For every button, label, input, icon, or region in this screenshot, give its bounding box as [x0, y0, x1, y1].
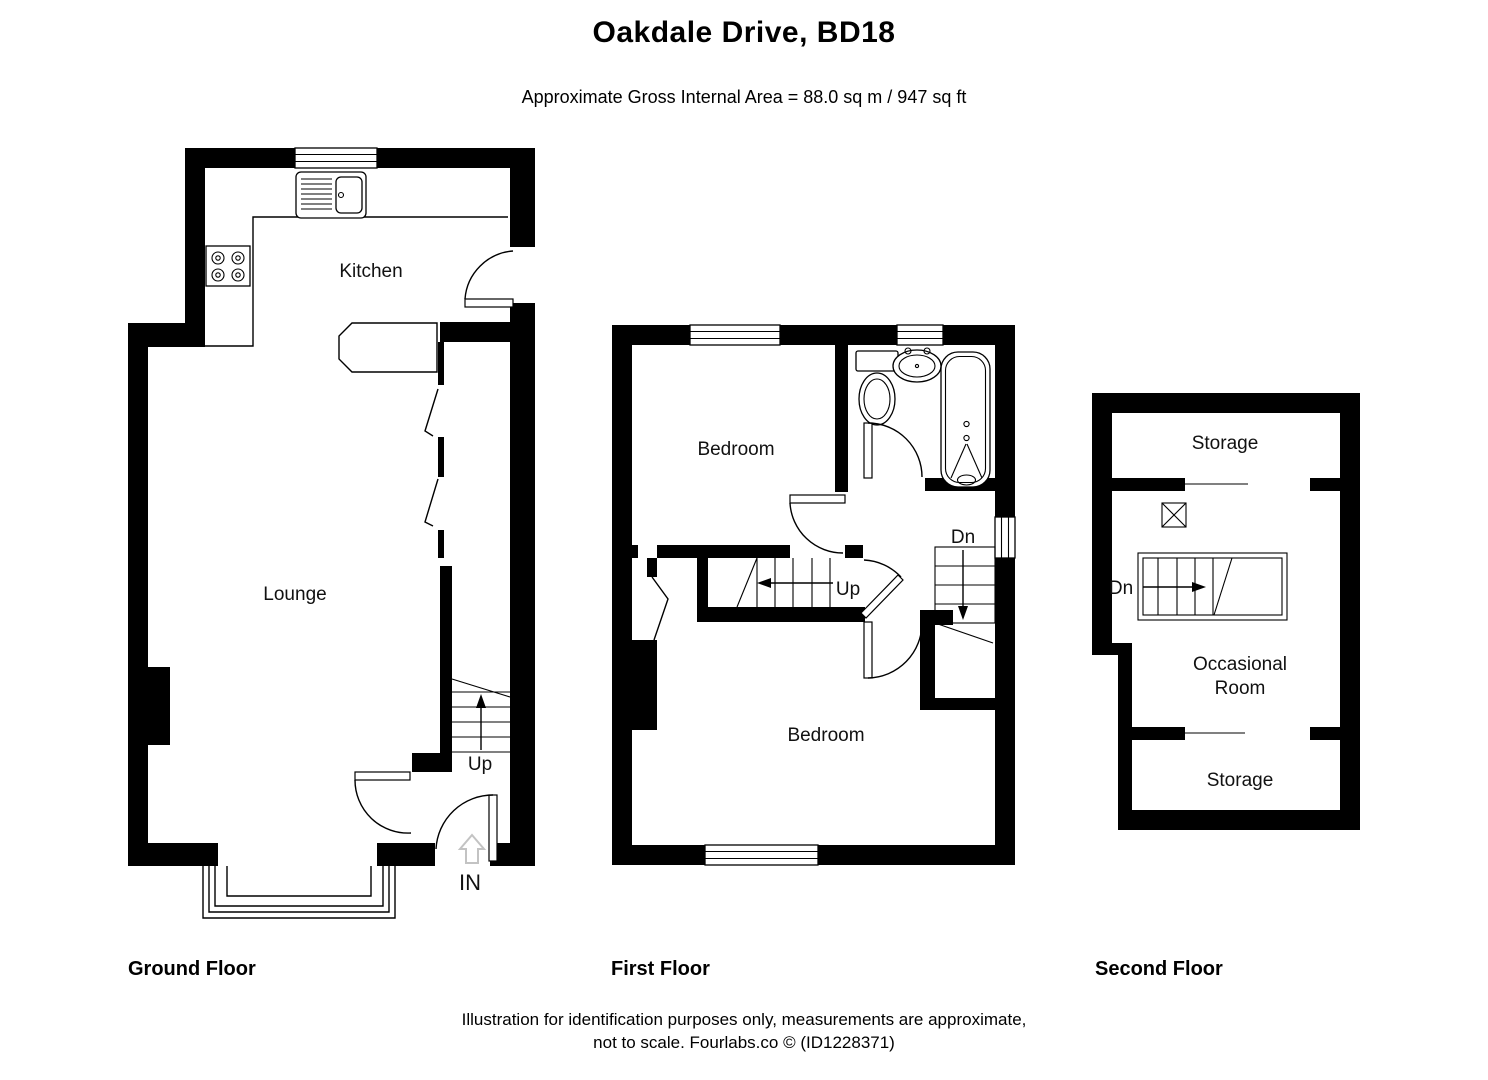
- landing-cupboard-door: [652, 577, 668, 640]
- entry-arrow-icon: [460, 835, 484, 863]
- first-stairs-up: [737, 558, 833, 607]
- second-floor-caption: Second Floor: [1095, 958, 1223, 980]
- kitchen-sink: [296, 172, 366, 218]
- stair-bulkhead: [339, 323, 437, 372]
- page-subtitle: Approximate Gross Internal Area = 88.0 sq m / 947 sq ft: [521, 87, 967, 107]
- second-floor-walls: [1092, 393, 1360, 830]
- disclaimer-line2: not to scale. Fourlabs.co © (ID1228371): [593, 1033, 895, 1052]
- occasional-room-label-line2: Room: [1214, 678, 1266, 699]
- bathroom-door: [864, 423, 922, 478]
- cupboard-doors: [425, 389, 438, 526]
- second-dn-label: Dn: [1108, 578, 1134, 599]
- storage-front-label: Storage: [1191, 433, 1259, 454]
- ground-floor-caption: Ground Floor: [128, 958, 256, 980]
- basin: [893, 348, 941, 382]
- occasional-room-label-line1: Occasional: [1193, 654, 1287, 675]
- roof-hatch: [1162, 503, 1186, 527]
- second-stairs-down: [1138, 553, 1287, 620]
- stairs-door: [861, 560, 903, 618]
- entrance-in-label: IN: [459, 870, 481, 895]
- bedroom-back-door: [864, 622, 922, 678]
- bathtub: [941, 352, 990, 487]
- bedroom-front-door: [790, 495, 845, 553]
- bedroom-back-label: Bedroom: [787, 725, 865, 746]
- toilet: [856, 351, 898, 425]
- kitchen-hob: [206, 246, 250, 286]
- lounge-label: Lounge: [263, 584, 327, 605]
- kitchen-label: Kitchen: [339, 261, 403, 282]
- ground-floor-plan: [120, 140, 550, 930]
- page-title: Oakdale Drive, BD18: [592, 16, 896, 49]
- first-floor-plan: [600, 318, 1025, 873]
- lounge-door: [355, 772, 411, 833]
- ground-stairs-up: [452, 679, 510, 752]
- ground-up-label: Up: [467, 754, 493, 775]
- second-floor-plan: [1085, 388, 1370, 838]
- first-floor-caption: First Floor: [611, 958, 710, 980]
- first-stairs-down: [935, 547, 995, 643]
- storage-back-label: Storage: [1206, 770, 1274, 791]
- kitchen-door: [465, 251, 513, 307]
- bay-window: [203, 866, 395, 918]
- disclaimer-line1: Illustration for identification purposes only, measurements are approximate,: [461, 1010, 1027, 1029]
- bedroom-front-label: Bedroom: [697, 439, 775, 460]
- kitchen-window: [295, 148, 377, 168]
- first-dn-label: Dn: [950, 527, 976, 548]
- first-up-label: Up: [835, 579, 861, 600]
